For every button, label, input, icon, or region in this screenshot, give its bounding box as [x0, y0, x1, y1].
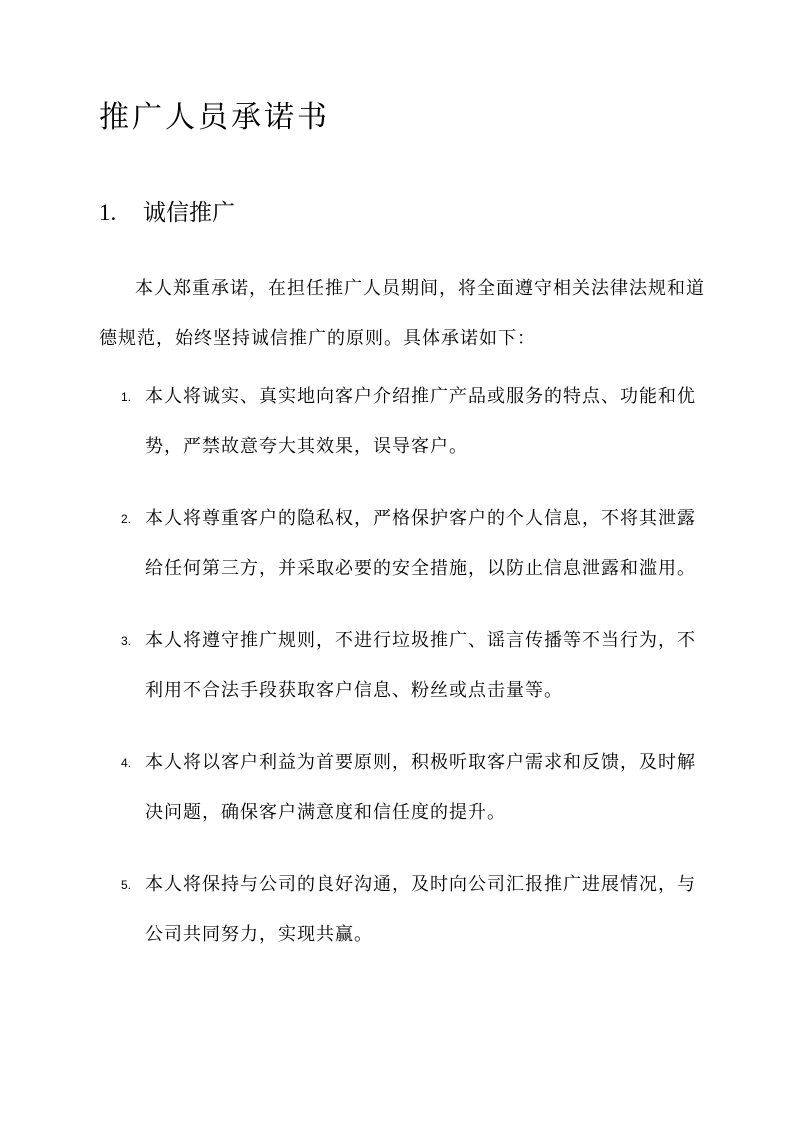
- list-item-text: 本人将以客户利益为首要原则，积极听取客户需求和反馈，及时解决问题，确保客户满意度和信任度的提升。: [145, 752, 696, 823]
- list-item: [99, 372, 705, 472]
- list-item-text: 本人将诚实、真实地向客户介绍推广产品或服务的特点、功能和优势，严禁故意夸大其效果，误导客户。: [145, 386, 696, 457]
- list-item-number: 3.: [121, 634, 132, 648]
- list-item-number: 5.: [121, 878, 132, 892]
- list-item-text: 本人将尊重客户的隐私权，严格保护客户的个人信息，不将其泄露给任何第三方，并采取必要的安全措施，以防止信息泄露和滥用。: [145, 508, 696, 579]
- section-number: 1.: [99, 200, 117, 225]
- document-title: 推广人员承诺书: [99, 100, 330, 135]
- section-heading: [99, 196, 235, 230]
- list-item-number: 4.: [121, 756, 132, 770]
- list-item: [99, 494, 705, 594]
- intro-paragraph: 本人郑重承诺，在担任推广人员期间，将全面遵守相关法律法规和道德规范，始终坚持诚信推广的原则。具体承诺如下：: [99, 278, 705, 349]
- commitment-list: [99, 372, 705, 982]
- list-item-text: 本人将遵守推广规则，不进行垃圾推广、谣言传播等不当行为，不利用不合法手段获取客户信息、粉丝或点击量等。: [145, 630, 696, 701]
- list-item-number: 2.: [121, 512, 132, 526]
- list-item-number: 1.: [121, 390, 132, 404]
- section-heading-text: 诚信推广: [143, 200, 235, 226]
- list-item: [99, 616, 705, 716]
- list-item-text: 本人将保持与公司的良好沟通，及时向公司汇报推广进展情况，与公司共同努力，实现共赢。: [145, 874, 696, 945]
- list-item: [99, 860, 705, 960]
- list-item: [99, 738, 705, 838]
